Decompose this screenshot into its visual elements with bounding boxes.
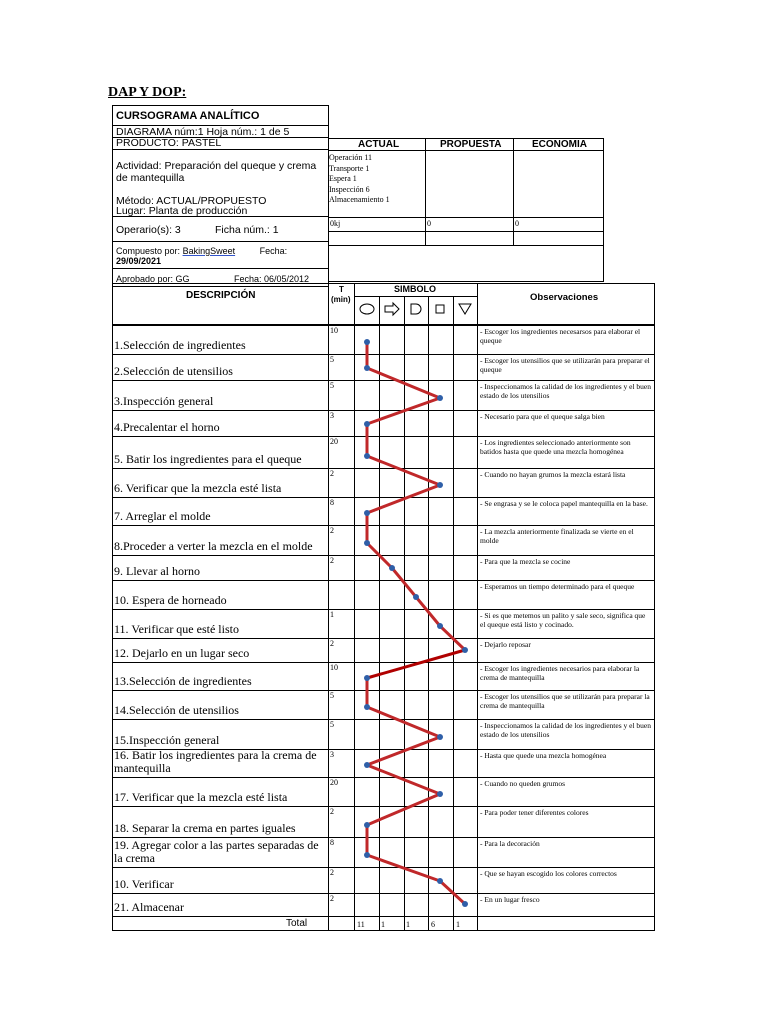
step-description: 10. Espera de horneado bbox=[114, 593, 227, 607]
flow-node bbox=[437, 395, 443, 401]
flow-connector bbox=[367, 650, 465, 678]
summary-lines: Operación 11 Transporte 1 Espera 1 Inspección 6 Almacenamiento 1 bbox=[329, 153, 390, 204]
step-description: 3.Inspección general bbox=[114, 394, 214, 408]
total-label: Total bbox=[286, 918, 308, 929]
step-description: 21. Almacenar bbox=[114, 900, 184, 914]
step-observation: - Esperamos un tiempo determinado para el queque bbox=[480, 582, 635, 591]
step-description: 18. Separar la crema en partes iguales bbox=[114, 821, 296, 835]
diagram-number: DIAGRAMA núm:1 Hoja núm.: 1 de 5 bbox=[116, 126, 290, 138]
step-description: 14.Selección de utensilios bbox=[114, 703, 239, 717]
flow-node bbox=[437, 878, 443, 884]
step-description: 16. Batir los ingredientes para la crema de mantequilla bbox=[114, 748, 317, 775]
col-t: T bbox=[339, 285, 344, 294]
step-description: 4.Precalentar el horno bbox=[114, 420, 220, 434]
step-description: 11. Verificar que esté listo bbox=[114, 622, 239, 636]
flow-connector bbox=[440, 881, 465, 904]
flow-node bbox=[364, 540, 370, 546]
col-t-unit: (min) bbox=[331, 295, 351, 304]
step-description: 5. Batir los ingredientes para el queque bbox=[114, 452, 302, 466]
approved-date: Fecha: 06/05/2012 bbox=[234, 274, 310, 284]
col-simbolo: SIMBOLO bbox=[394, 284, 436, 294]
flow-node bbox=[364, 339, 370, 345]
step-description: 12. Dejarlo en un lugar seco bbox=[114, 646, 250, 660]
flow-node bbox=[364, 365, 370, 371]
flow-node bbox=[364, 704, 370, 710]
step-observation: - Que se hayan escogido los colores correctos bbox=[480, 869, 617, 878]
flow-node bbox=[364, 852, 370, 858]
total-value: 11 bbox=[357, 920, 365, 929]
step-time: 2 bbox=[330, 526, 334, 535]
step-time: 10 bbox=[330, 663, 338, 672]
step-observation: - Se engrasa y se le coloca papel mantequilla en la base. bbox=[480, 499, 648, 508]
step-time: 5 bbox=[330, 381, 334, 390]
summary-col-actual: ACTUAL bbox=[358, 139, 400, 150]
summary-economia-value: 0 bbox=[515, 219, 519, 228]
step-time: 10 bbox=[330, 326, 338, 335]
step-time: 2 bbox=[330, 556, 334, 565]
step-description: 6. Verificar que la mezcla esté lista bbox=[114, 481, 282, 495]
summary-col-propuesta: PROPUESTA bbox=[440, 139, 502, 150]
step-time: 20 bbox=[330, 778, 338, 787]
step-description: 10. Verificar bbox=[114, 877, 174, 891]
step-description: 2.Selección de utensilios bbox=[114, 364, 233, 378]
flow-connector bbox=[367, 456, 440, 485]
operators-label: Operario(s): 3 bbox=[116, 224, 181, 236]
flow-node bbox=[364, 453, 370, 459]
step-time: 1 bbox=[330, 610, 334, 619]
step-observation: - Cuando no queden grumos bbox=[480, 779, 565, 788]
flow-connector bbox=[367, 794, 440, 825]
flow-connector bbox=[367, 737, 440, 765]
sheet-number: Ficha núm.: 1 bbox=[215, 224, 279, 236]
step-description: 17. Verificar que la mezcla esté lista bbox=[114, 790, 288, 804]
table-grid bbox=[112, 325, 655, 931]
step-observation: - Escoger los ingredientes necesarsos para elaborar el queque bbox=[480, 327, 641, 345]
step-observation: - En un lugar fresco bbox=[480, 895, 540, 904]
step-observation: - Escoger los utensilios que se utilizarán para preparar el queque bbox=[480, 356, 650, 374]
step-time: 3 bbox=[330, 411, 334, 420]
step-time: 8 bbox=[330, 838, 334, 847]
total-value: 1 bbox=[456, 920, 460, 929]
total-value: 1 bbox=[381, 920, 385, 929]
flow-node bbox=[462, 901, 468, 907]
step-time: 5 bbox=[330, 691, 334, 700]
step-time: 8 bbox=[330, 498, 334, 507]
col-descripcion: DESCRIPCIÓN bbox=[186, 290, 256, 301]
flow-node bbox=[364, 421, 370, 427]
step-observation: - Escoger los ingredientes necesarios para elaborar la crema de mantequilla bbox=[480, 664, 640, 682]
flow-node bbox=[364, 762, 370, 768]
step-time: 3 bbox=[330, 750, 334, 759]
method-label: Método: ACTUAL/PROPUESTO bbox=[116, 195, 267, 207]
approved-by: Aprobado por: GG bbox=[116, 274, 190, 284]
composed-by: Compuesto por: BakingSweet Fecha: 29/09/2021 bbox=[116, 246, 288, 266]
step-observation: - Cuando no hayan grumos la mezcla estará lista bbox=[480, 470, 626, 479]
col-observaciones: Observaciones bbox=[530, 292, 599, 303]
step-description: 19. Agregar color a las partes separadas de la crema bbox=[114, 838, 319, 865]
step-description: 7. Arreglar el molde bbox=[114, 509, 211, 523]
step-time: 2 bbox=[330, 807, 334, 816]
total-value: 1 bbox=[406, 920, 410, 929]
step-observation: - Si es que metemos un palito y sale seco, significa que el queque está listo y cocinado. bbox=[480, 611, 646, 629]
document-heading: DAP Y DOP: bbox=[108, 85, 187, 100]
flow-node bbox=[413, 594, 419, 600]
flow-node bbox=[437, 734, 443, 740]
step-description: 13.Selección de ingredientes bbox=[114, 674, 252, 688]
total-value: 6 bbox=[431, 920, 435, 929]
activity-label: Actividad: Preparación del queque y crema de mantequilla bbox=[116, 160, 317, 184]
step-time: 2 bbox=[330, 868, 334, 877]
flow-connector bbox=[367, 485, 440, 513]
step-observation: - Necesario para que el queque salga bien bbox=[480, 412, 605, 421]
flow-node bbox=[437, 791, 443, 797]
step-observation: - Para que la mezcla se cocine bbox=[480, 557, 571, 566]
flow-connector bbox=[367, 368, 440, 398]
step-observation: - Hasta que quede una mezcla homogénea bbox=[480, 751, 607, 760]
flow-node bbox=[364, 822, 370, 828]
step-description: 8.Proceder a verter la mezcla en el molde bbox=[114, 539, 313, 553]
step-time: 20 bbox=[330, 437, 338, 446]
flow-node bbox=[364, 675, 370, 681]
step-observation: - Dejarlo reposar bbox=[480, 640, 531, 649]
step-time: 2 bbox=[330, 894, 334, 903]
step-observation: - Inspeccionamos la calidad de los ingredientes y el buen estado de los utensilios bbox=[480, 382, 651, 400]
step-observation: - Inspeccionamos la calidad de los ingredientes y el buen estado de los utensilios bbox=[480, 721, 651, 739]
chart-title: CURSOGRAMA ANALÍTICO bbox=[116, 110, 260, 122]
step-time: 2 bbox=[330, 469, 334, 478]
step-time: 2 bbox=[330, 639, 334, 648]
step-observation: - Para la decoración bbox=[480, 839, 540, 848]
step-description: 1.Selección de ingredientes bbox=[114, 338, 246, 352]
step-description: 9. Llevar al horno bbox=[114, 564, 200, 578]
step-description: 15.Inspección general bbox=[114, 733, 220, 747]
step-observation: - Para poder tener diferentes colores bbox=[480, 808, 589, 817]
flow-node bbox=[462, 647, 468, 653]
summary-propuesta-value: 0 bbox=[427, 219, 431, 228]
summary-actual-value: 0kj bbox=[330, 219, 341, 228]
step-time: 5 bbox=[330, 355, 334, 364]
flow-node bbox=[364, 510, 370, 516]
summary-col-economia: ECONOMIA bbox=[532, 139, 587, 150]
flow-node bbox=[389, 565, 395, 571]
step-observation: - La mezcla anteriormente finalizada se vierte en el molde bbox=[480, 527, 634, 545]
flow-node bbox=[437, 623, 443, 629]
flow-connector bbox=[367, 707, 440, 737]
step-time: 5 bbox=[330, 720, 334, 729]
flow-node bbox=[437, 482, 443, 488]
step-observation: - Los ingredientes seleccionado anteriormente son batidos hasta que quede una mezcla homogénea bbox=[480, 438, 631, 456]
flow-connector bbox=[367, 765, 440, 794]
product-label: PRODUCTO: PASTEL bbox=[116, 137, 222, 149]
place-label: Lugar: Planta de producción bbox=[116, 205, 248, 217]
step-observation: - Escoger los utensilios que se utilizarán para preparar la crema de mantequilla bbox=[480, 692, 650, 710]
